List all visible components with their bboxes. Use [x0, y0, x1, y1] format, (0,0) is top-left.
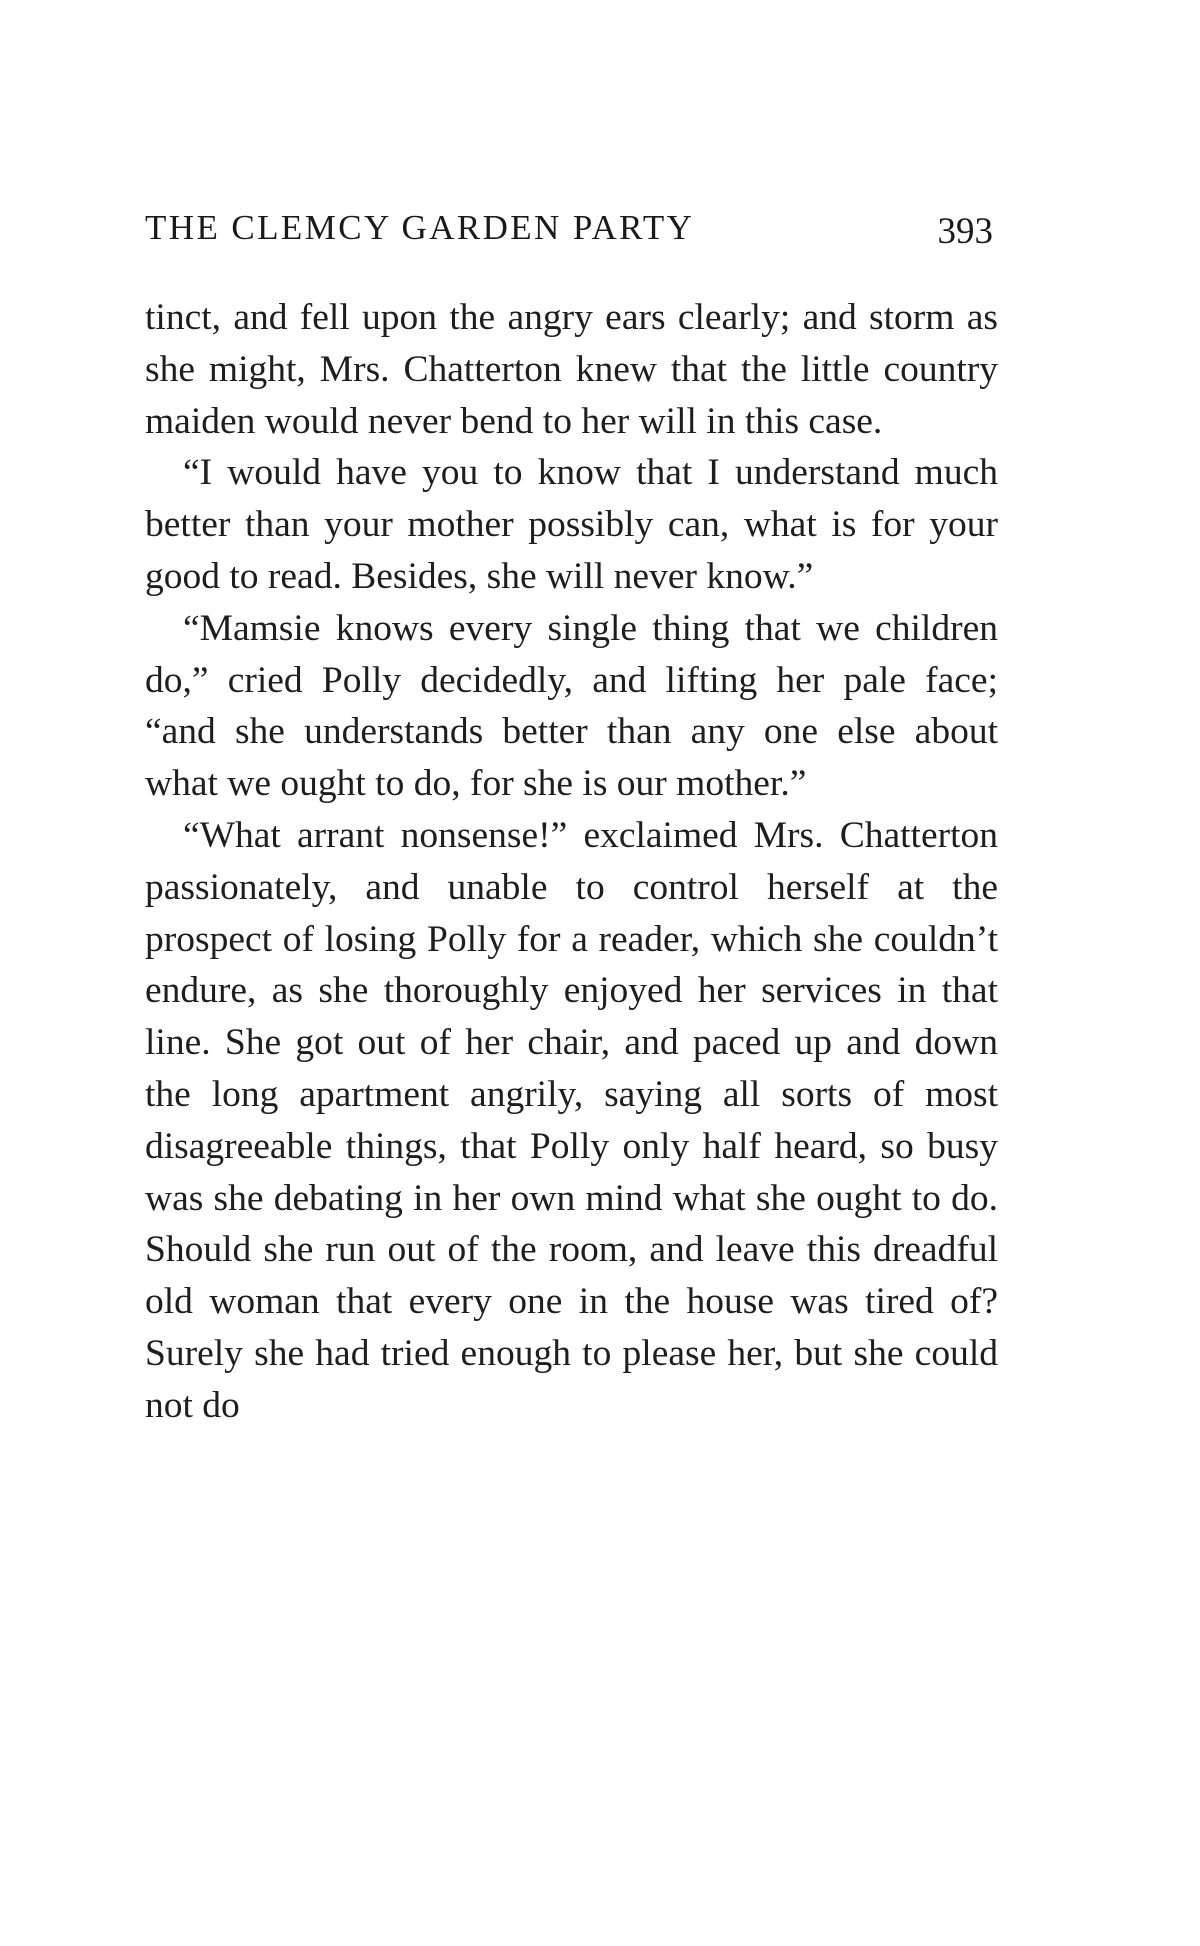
paragraph: “Mamsie knows every single thing that we children do,” cried Polly decidedly, and lifting her pale face; “and she understands better than any one else about what we ought to do, for she is our mother.”: [145, 607, 998, 805]
paragraph: “I would have you to know that I understand much better than your mother possibly can, what is for your good to read. Besides, she will never know.”: [145, 452, 998, 597]
paragraph-continuation: tinct, and fell upon the angry ears clearly; and storm as she might, Mrs. Chatterton knew that the little country maiden would never bend to her will in this case.: [145, 297, 998, 442]
running-title: THE CLEMCY GARDEN PARTY: [145, 208, 695, 247]
body-text: [145, 292, 998, 1432]
page-number: 393: [937, 211, 993, 252]
running-head: [145, 208, 993, 260]
paragraph: “What arrant nonsense!” exclaimed Mrs. Chatterton passionately, and unable to control herself at the prospect of losing Polly for a reader, which she couldn’t endure, as she thoroughly enjoyed her services in that line. She got out of her chair, and paced up and down the long apartment angrily, saying all sorts of most disagreeable things, that Polly only half heard, so busy was she debating in her own mind what she ought to do. Should she run out of the room, and leave this dreadful old woman that every one in the house was tired of? Surely she had tried enough to please her, but she could not do: [145, 814, 998, 1426]
